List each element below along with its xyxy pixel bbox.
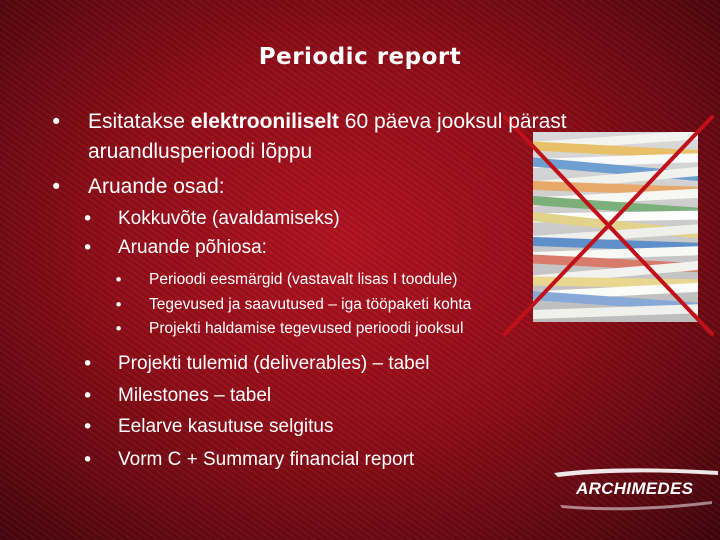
bullet-text-1a: Esitatakse xyxy=(88,110,191,133)
bullet-dot: • xyxy=(82,449,94,471)
archimedes-logo xyxy=(552,465,720,511)
bullet-dot: • xyxy=(50,110,63,134)
sub-item-3: Projekti tulemid (deliverables) – tabel xyxy=(118,353,430,374)
bullet-item-2: Aruande osad: xyxy=(88,175,225,198)
logo-text: ARCHIMEDES xyxy=(576,479,694,498)
slide-title: Periodic report xyxy=(258,44,462,70)
sub-item-2: Aruande põhiosa: xyxy=(118,237,267,258)
bullet-item-1 xyxy=(88,110,567,134)
bullet-dot: • xyxy=(114,271,124,289)
bullet-dot: • xyxy=(114,320,124,338)
bullet-dot: • xyxy=(82,237,94,259)
bullet-dot: • xyxy=(82,385,94,407)
sub-item-4: Milestones – tabel xyxy=(118,385,272,406)
bullet-dot: • xyxy=(50,175,63,199)
bullet-dot: • xyxy=(114,296,124,314)
subsub-item-1: Perioodi eesmärgid (vastavalt lisas I toodule) xyxy=(149,271,458,288)
bullet-item-1-cont: aruandlusperioodi lõppu xyxy=(88,140,313,163)
subsub-item-3: Projekti haldamise tegevused perioodi jooksul xyxy=(149,320,464,337)
bullet-text-1b: 60 päeva jooksul pärast xyxy=(338,110,567,133)
bullet-text-bold: elektrooniliselt xyxy=(190,110,339,133)
bullet-dot: • xyxy=(82,416,94,438)
bullet-dot: • xyxy=(82,353,94,375)
sub-item-1: Kokkuvõte (avaldamiseks) xyxy=(118,208,340,229)
subsub-item-2: Tegevused ja saavutused – iga tööpaketi kohta xyxy=(149,296,472,313)
bullet-dot: • xyxy=(82,208,94,230)
sub-item-6: Vorm C + Summary financial report xyxy=(118,449,415,470)
sub-item-5: Eelarve kasutuse selgitus xyxy=(118,416,334,437)
